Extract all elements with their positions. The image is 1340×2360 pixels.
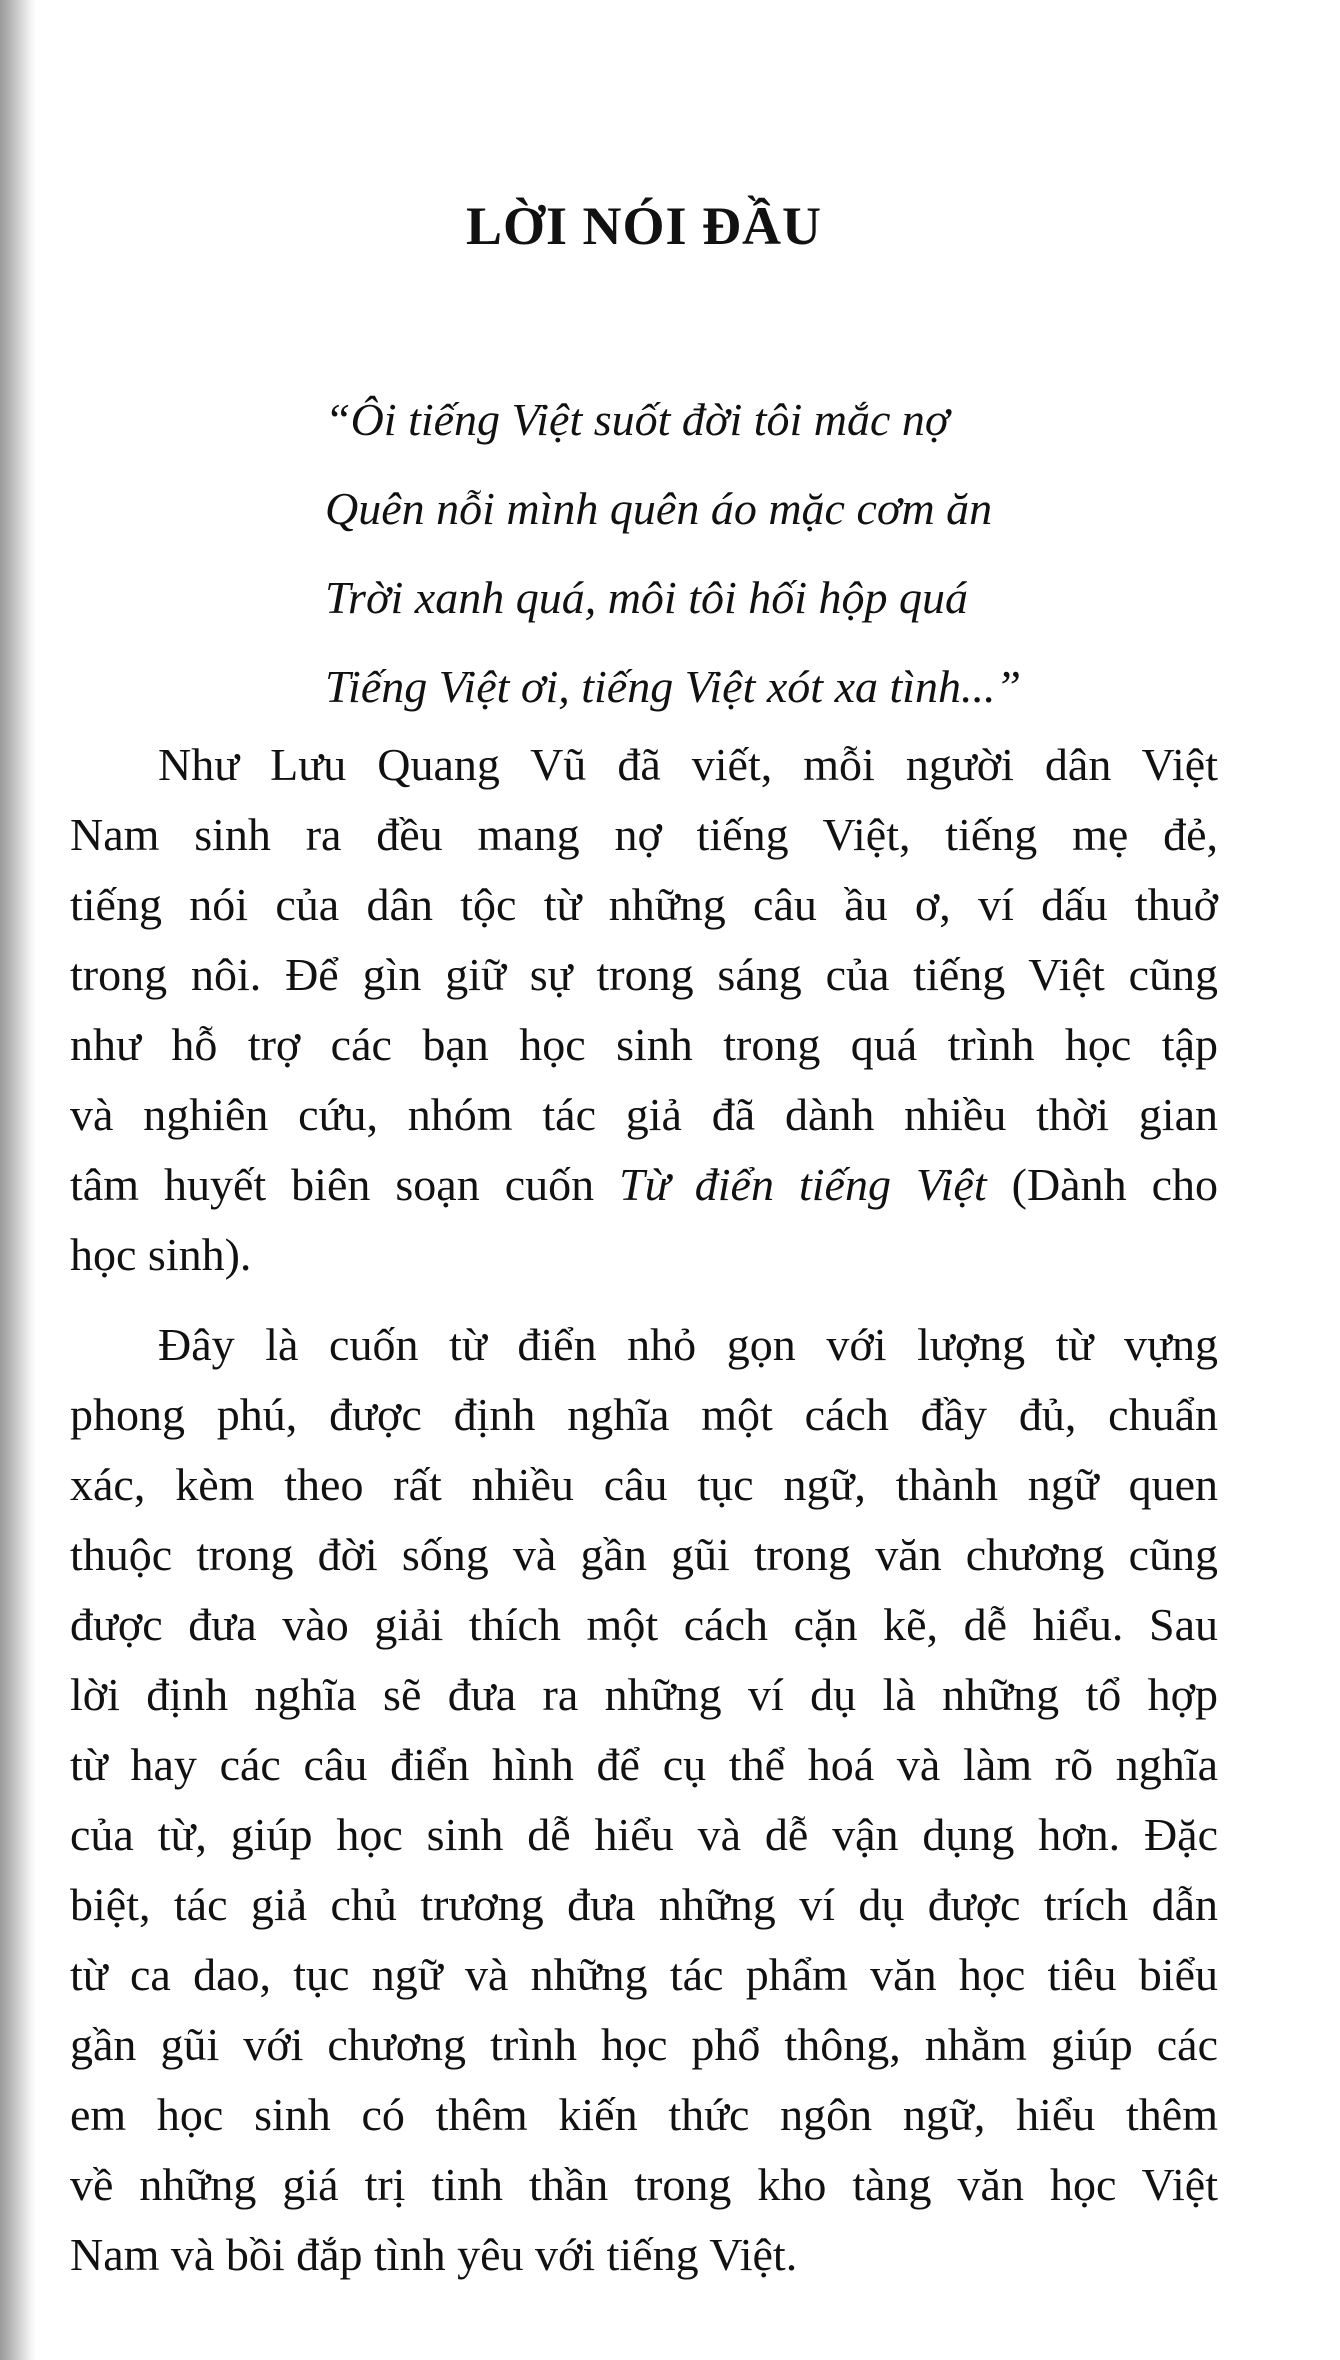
book-binding-shadow [0, 0, 36, 2360]
text-line [70, 1150, 1218, 1220]
text-fragment: (Dành cho [986, 1159, 1218, 1210]
text-line: từ ca dao, tục ngữ và những tác phẩm văn học tiêu biểu [70, 1949, 1218, 2000]
text-line: của từ, giúp học sinh dễ hiểu và dễ vận dụng hơn. Đặc [70, 1809, 1218, 1860]
paragraph-2 [70, 1310, 1218, 2290]
text-line: về những giá trị tinh thần trong kho tàng văn học Việt [70, 2159, 1218, 2210]
text-line: em học sinh có thêm kiến thức ngôn ngữ, hiểu thêm [70, 2089, 1218, 2140]
poem-line: Quên nỗi mình quên áo mặc cơm ăn [325, 483, 993, 534]
text-line: từ hay các câu điển hình để cụ thể hoá và làm rõ nghĩa [70, 1739, 1218, 1790]
book-title-italic: Từ điển tiếng Việt [619, 1159, 987, 1210]
text-line: được đưa vào giải thích một cách cặn kẽ, dễ hiểu. Sau [70, 1599, 1218, 1650]
text-line: biệt, tác giả chủ trương đưa những ví dụ được trích dẫn [70, 1879, 1218, 1930]
text-line: như hỗ trợ các bạn học sinh trong quá trình học tập [70, 1019, 1218, 1070]
text-line: phong phú, được định nghĩa một cách đầy đủ, chuẩn [70, 1389, 1218, 1440]
text-line: trong nôi. Để gìn giữ sự trong sáng của tiếng Việt cũng [70, 949, 1218, 1000]
poem-line: “Ôi tiếng Việt suốt đời tôi mắc nợ [325, 394, 950, 445]
text-line: lời định nghĩa sẽ đưa ra những ví dụ là những tổ hợp [70, 1669, 1218, 1720]
text-line: gần gũi với chương trình học phổ thông, nhằm giúp các [70, 2019, 1218, 2070]
text-line: và nghiên cứu, nhóm tác giả đã dành nhiều thời gian [70, 1089, 1218, 1140]
text-line: học sinh). [70, 1229, 252, 1280]
text-line: Nam sinh ra đều mang nợ tiếng Việt, tiếng mẹ đẻ, [70, 809, 1218, 860]
text-line: Đây là cuốn từ điển nhỏ gọn với lượng từ vựng [158, 1319, 1218, 1370]
paragraph-1 [70, 730, 1218, 1290]
page-title: LỜI NÓI ĐẦU [465, 196, 823, 256]
epigraph-poem [325, 375, 1021, 731]
text-line: xác, kèm theo rất nhiều câu tục ngữ, thành ngữ quen [70, 1459, 1218, 1510]
poem-line: Tiếng Việt ơi, tiếng Việt xót xa tình...” [325, 661, 1022, 712]
text-line: Nam và bồi đắp tình yêu với tiếng Việt. [70, 2229, 798, 2280]
text-line: tiếng nói của dân tộc từ những câu ầu ơ, ví dấu thuở [70, 879, 1218, 930]
text-line: thuộc trong đời sống và gần gũi trong văn chương cũng [70, 1529, 1218, 1580]
text-line: Như Lưu Quang Vũ đã viết, mỗi người dân Việt [158, 739, 1218, 790]
poem-line: Trời xanh quá, môi tôi hối hộp quá [325, 572, 969, 623]
text-fragment: tâm huyết biên soạn cuốn [70, 1159, 620, 1210]
